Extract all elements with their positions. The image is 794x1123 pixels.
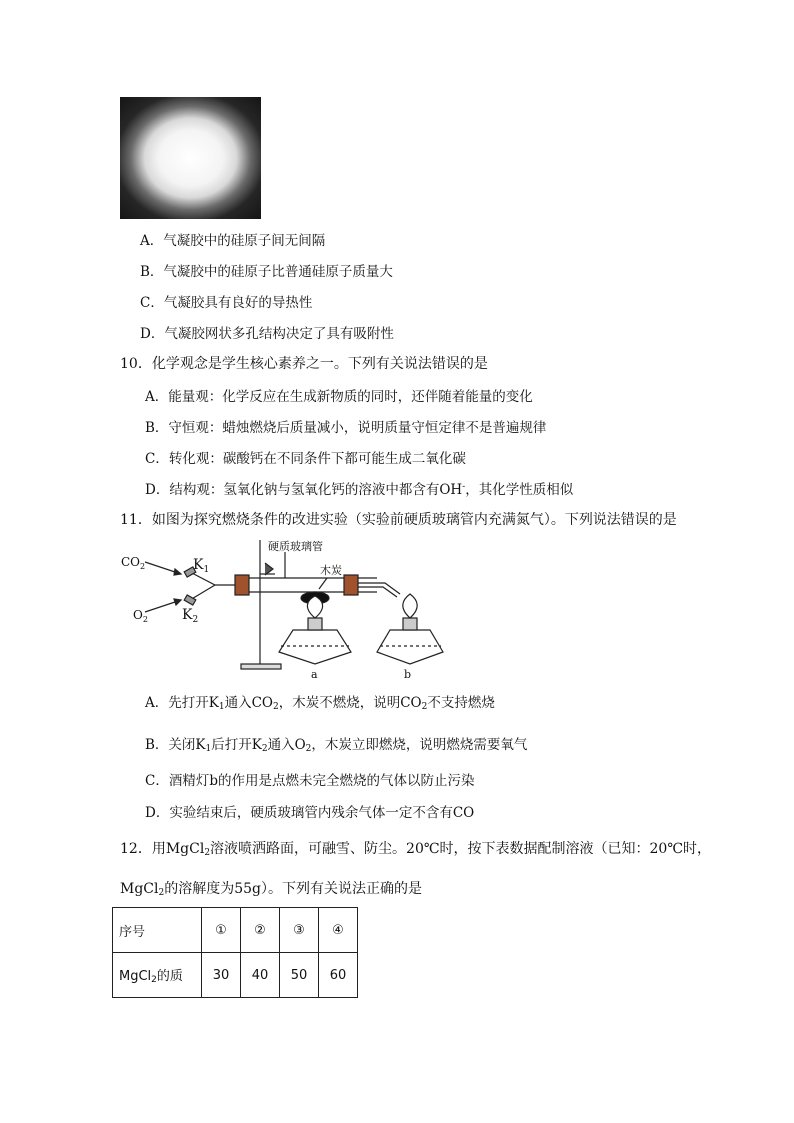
- q11-a-sub: 2: [272, 702, 279, 712]
- table-header-cell: ③: [280, 908, 319, 953]
- row-head-sub: 2: [151, 975, 157, 985]
- q12-stem-sub: 2: [158, 888, 165, 898]
- q11-option-b: [145, 733, 527, 754]
- left-stopper: [235, 575, 249, 595]
- alcohol-lamp-b: [377, 630, 443, 664]
- lamp-b-label: b: [404, 668, 412, 681]
- q11-a-part: ，木炭不燃烧，说明CO: [278, 695, 422, 711]
- q11-a-part: 不支持燃烧: [427, 695, 495, 711]
- k1-label: $K_1$: [193, 557, 210, 575]
- q10-option-d: [145, 478, 573, 498]
- table-cell: 60: [319, 953, 358, 998]
- q11-stem: 11．如图为探究燃烧条件的改进实验（实验前硬质玻璃管内充满氮气）。下列说法错误的是: [120, 512, 677, 528]
- q9-option-b: B．气凝胶中的硅原子比普通硅原子质量大: [140, 264, 393, 280]
- tube-label: 硬质玻璃管: [268, 540, 323, 553]
- q11-a-part: 通入CO: [224, 695, 273, 711]
- alcohol-lamp-a: [279, 630, 351, 664]
- q11-b-part: 后打开K: [211, 737, 262, 753]
- table-row: [113, 908, 358, 953]
- q9-option-d: D．气凝胶网状多孔结构决定了具有吸附性: [140, 326, 394, 342]
- q11-a-sub: 1: [218, 702, 225, 712]
- aerogel-photo: [120, 97, 261, 219]
- q12-stem-part: 的溶解度为55g）。下列有关说法正确的是: [164, 881, 423, 897]
- table-row: [113, 953, 358, 998]
- q11-option-d: D．实验结束后，硬质玻璃管内残余气体一定不含有CO: [145, 805, 475, 821]
- q11-option-a: [145, 691, 495, 712]
- inlet-upper: [190, 572, 235, 585]
- q11-b-part: B．关闭K: [145, 737, 206, 753]
- q12-stem-part: 12．用MgCl: [120, 841, 205, 857]
- q12-stem-part: 溶液喷洒路面，可融雪、防尘。20℃时，按下表数据配制溶液（已知：20℃时，: [210, 841, 711, 857]
- q10-option-d-tail: ，其化学性质相似: [465, 482, 574, 498]
- table-header-cell: ②: [241, 908, 280, 953]
- solution-data-table: [112, 907, 358, 998]
- clamp: [265, 563, 273, 575]
- combustion-apparatus-diagram: [115, 534, 445, 682]
- table-row-head: [113, 953, 202, 998]
- q10-option-a: A．能量观：化学反应在生成新物质的同时，还伴随着能量的变化: [145, 389, 533, 405]
- q10-stem: 10．化学观念是学生核心素养之一。下列有关说法错误的是: [120, 356, 488, 372]
- q11-b-sub: 2: [305, 744, 312, 754]
- co2-label: $CO_2$: [121, 555, 146, 571]
- q12-stem-line1: [120, 838, 711, 858]
- k2-label: $K_2$: [182, 607, 199, 625]
- table-header-cell: ④: [319, 908, 358, 953]
- charcoal-label: 木炭: [320, 564, 342, 577]
- flame-b: [403, 594, 417, 618]
- q11-option-c: C．酒精灯b的作用是点燃未完全燃烧的气体以防止污染: [145, 773, 475, 789]
- q11-b-sub: 2: [261, 744, 268, 754]
- row-head-part: 的质: [156, 969, 183, 984]
- inlet-lower: [190, 585, 215, 600]
- q9-option-c: C．气凝胶具有良好的导热性: [140, 295, 313, 311]
- q10-option-c: C．转化观：碳酸钙在不同条件下都可能生成二氧化碳: [145, 451, 466, 467]
- table-header-cell: 序号: [113, 908, 202, 953]
- row-head-part: MgCl: [119, 969, 152, 984]
- table-cell: 50: [280, 953, 319, 998]
- hydroxide-ion: OH: [439, 482, 463, 498]
- q12-stem-line2: [120, 878, 422, 898]
- q11-a-sub: 2: [421, 702, 428, 712]
- table-header-cell: ①: [202, 908, 241, 953]
- ion-charge: -: [462, 482, 466, 492]
- table-cell: 30: [202, 953, 241, 998]
- lamp-a-label: a: [311, 668, 318, 681]
- q12-stem-sub: 2: [204, 848, 211, 858]
- q10-option-d-text: D．结构观：氢氧化钠与氢氧化钙的溶液中都含有: [145, 482, 440, 498]
- right-stopper: [344, 575, 358, 595]
- q12-stem-part: MgCl: [120, 881, 159, 897]
- q11-b-sub: 1: [205, 744, 212, 754]
- stand-base: [241, 664, 281, 669]
- q11-a-part: A．先打开K: [145, 695, 219, 711]
- q9-option-a: A．气凝胶中的硅原子间无间隔: [140, 233, 326, 249]
- flame-a: [307, 596, 322, 618]
- q11-b-part: ，木炭立即燃烧，说明燃烧需要氧气: [311, 737, 528, 753]
- q10-option-b: B．守恒观：蜡烛燃烧后质量减小，说明质量守恒定律不是普遍规律: [145, 420, 547, 436]
- o2-label: $O_2$: [133, 608, 148, 624]
- table-cell: 40: [241, 953, 280, 998]
- valve-k2: [184, 595, 196, 605]
- q11-b-part: 通入O: [267, 737, 306, 753]
